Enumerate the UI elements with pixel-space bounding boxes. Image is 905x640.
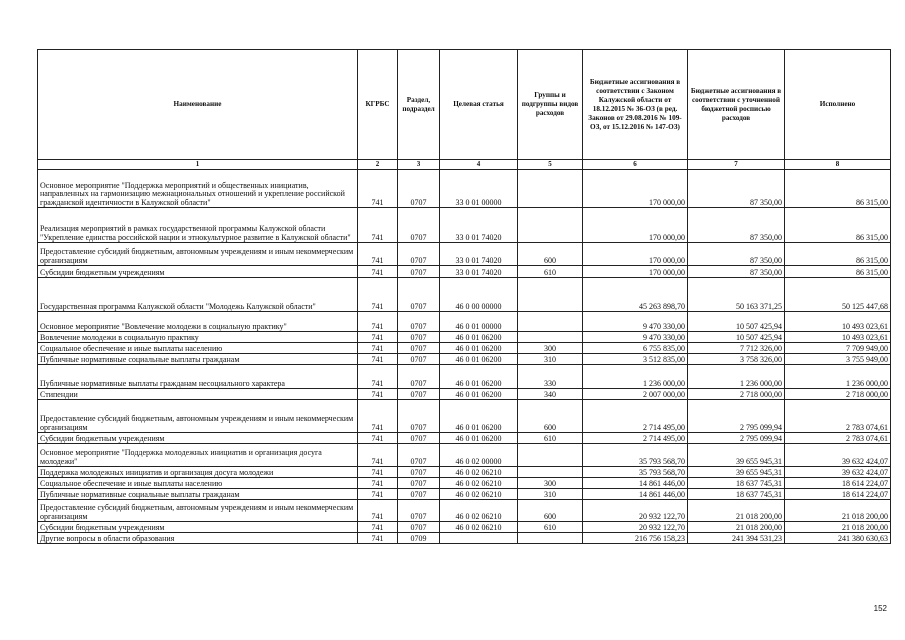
row-section: 0707	[398, 278, 440, 312]
row-name: Предоставление субсидий бюджетным, автономным учреждениям и иным некоммерческим организациям	[38, 243, 358, 266]
table-body	[38, 170, 891, 544]
row-name: Основное мероприятие "Вовлечение молодежи в социальную практику"	[38, 312, 358, 332]
row-kgrbs: 741	[358, 489, 398, 500]
row-group	[518, 533, 583, 544]
row-done-amount: 18 614 224,07	[785, 489, 891, 500]
row-target: 46 0 02 06210	[440, 478, 518, 489]
row-refined-amount: 50 163 371,25	[688, 278, 785, 312]
row-name: Субсидии бюджетным учреждениям	[38, 433, 358, 444]
table-row	[38, 243, 891, 266]
row-done-amount: 21 018 200,00	[785, 522, 891, 533]
row-target: 46 0 01 06200	[440, 332, 518, 343]
row-refined-amount: 10 507 425,94	[688, 312, 785, 332]
table-row	[38, 400, 891, 433]
row-name: Предоставление субсидий бюджетным, автономным учреждениям и иным некоммерческим организациям	[38, 400, 358, 433]
row-name: Основное мероприятие "Поддержка мероприятий и общественных инициатив, направленных на гармонизацию межнациональных отношений и укрепление российской гражданской идентичности в Калужской области"	[38, 170, 358, 208]
row-name: Вовлечение молодежи в социальную практику	[38, 332, 358, 343]
row-done-amount: 39 632 424,07	[785, 467, 891, 478]
row-name: Предоставление субсидий бюджетным, автономным учреждениям и иным некоммерческим организациям	[38, 500, 358, 522]
row-kgrbs: 741	[358, 312, 398, 332]
row-name: Публичные нормативные социальные выплаты гражданам	[38, 489, 358, 500]
row-section: 0707	[398, 312, 440, 332]
row-group	[518, 208, 583, 243]
row-done-amount: 3 755 949,00	[785, 354, 891, 365]
table-row	[38, 170, 891, 208]
row-section: 0707	[398, 332, 440, 343]
row-name: Стипендии	[38, 389, 358, 400]
row-section: 0707	[398, 365, 440, 389]
row-group: 600	[518, 400, 583, 433]
row-name: Публичные нормативные социальные выплаты гражданам	[38, 354, 358, 365]
row-refined-amount: 2 718 000,00	[688, 389, 785, 400]
row-group: 330	[518, 365, 583, 389]
row-name: Социальное обеспечение и иные выплаты населению	[38, 343, 358, 354]
row-done-amount: 86 315,00	[785, 170, 891, 208]
row-section: 0707	[398, 354, 440, 365]
row-target: 46 0 01 00000	[440, 312, 518, 332]
row-kgrbs: 741	[358, 365, 398, 389]
row-name: Социальное обеспечение и иные выплаты населению	[38, 478, 358, 489]
header-kgrbs: КГРБС	[358, 50, 398, 160]
row-refined-amount: 1 236 000,00	[688, 365, 785, 389]
row-law-amount: 216 756 158,23	[583, 533, 688, 544]
row-law-amount: 9 470 330,00	[583, 332, 688, 343]
row-group	[518, 444, 583, 467]
row-refined-amount: 87 350,00	[688, 266, 785, 278]
row-group: 310	[518, 489, 583, 500]
row-group: 300	[518, 343, 583, 354]
column-numbers-row	[38, 160, 891, 170]
row-done-amount: 86 315,00	[785, 266, 891, 278]
table-row	[38, 278, 891, 312]
table-row	[38, 500, 891, 522]
table-row	[38, 522, 891, 533]
row-kgrbs: 741	[358, 500, 398, 522]
header-law: Бюджетные ассигнования в соответствии с Законом Калужской области от 18.12.2015 № 36-ОЗ (в ред. Законов от 29.08.2016 № 109-ОЗ, от 15.12.2016 № 147-ОЗ)	[583, 50, 688, 160]
row-law-amount: 35 793 568,70	[583, 444, 688, 467]
row-law-amount: 14 861 446,00	[583, 489, 688, 500]
row-group: 300	[518, 478, 583, 489]
row-group: 340	[518, 389, 583, 400]
row-name: Публичные нормативные выплаты гражданам несоциального характера	[38, 365, 358, 389]
row-target: 46 0 02 06210	[440, 467, 518, 478]
table-row	[38, 489, 891, 500]
row-name: Другие вопросы в области образования	[38, 533, 358, 544]
row-section: 0709	[398, 533, 440, 544]
row-group	[518, 332, 583, 343]
row-target: 33 0 01 74020	[440, 243, 518, 266]
row-refined-amount: 241 394 531,23	[688, 533, 785, 544]
row-law-amount: 3 512 835,00	[583, 354, 688, 365]
column-number: 4	[440, 160, 518, 170]
table-row	[38, 444, 891, 467]
row-refined-amount: 18 637 745,31	[688, 478, 785, 489]
row-refined-amount: 21 018 200,00	[688, 522, 785, 533]
row-target: 46 0 01 06200	[440, 354, 518, 365]
row-name: Государственная программа Калужской области "Молодежь Калужской области"	[38, 278, 358, 312]
row-group: 610	[518, 433, 583, 444]
row-kgrbs: 741	[358, 243, 398, 266]
row-refined-amount: 87 350,00	[688, 208, 785, 243]
header-name: Наименование	[38, 50, 358, 160]
row-law-amount: 6 755 835,00	[583, 343, 688, 354]
row-section: 0707	[398, 522, 440, 533]
table-row	[38, 365, 891, 389]
row-refined-amount: 3 758 326,00	[688, 354, 785, 365]
row-group	[518, 278, 583, 312]
row-kgrbs: 741	[358, 467, 398, 478]
row-law-amount: 20 932 122,70	[583, 522, 688, 533]
row-law-amount: 2 007 000,00	[583, 389, 688, 400]
row-refined-amount: 87 350,00	[688, 243, 785, 266]
row-section: 0707	[398, 478, 440, 489]
row-name: Поддержка молодежных инициатив и организация досуга молодежи	[38, 467, 358, 478]
row-refined-amount: 87 350,00	[688, 170, 785, 208]
row-target: 33 0 01 74020	[440, 208, 518, 243]
row-target: 46 0 01 06200	[440, 343, 518, 354]
row-group	[518, 467, 583, 478]
row-section: 0707	[398, 433, 440, 444]
row-target: 46 0 01 06200	[440, 433, 518, 444]
column-number: 5	[518, 160, 583, 170]
table-row	[38, 266, 891, 278]
row-kgrbs: 741	[358, 533, 398, 544]
row-law-amount: 9 470 330,00	[583, 312, 688, 332]
row-law-amount: 1 236 000,00	[583, 365, 688, 389]
table-row	[38, 389, 891, 400]
table-row	[38, 433, 891, 444]
row-done-amount: 50 125 447,68	[785, 278, 891, 312]
row-law-amount: 170 000,00	[583, 208, 688, 243]
table-row	[38, 343, 891, 354]
row-target: 46 0 02 06210	[440, 522, 518, 533]
row-law-amount: 35 793 568,70	[583, 467, 688, 478]
column-number: 7	[688, 160, 785, 170]
row-kgrbs: 741	[358, 343, 398, 354]
header-section: Раздел, подраздел	[398, 50, 440, 160]
row-name: Основное мероприятие "Поддержка молодежных инициатив и организация досуга молодежи"	[38, 444, 358, 467]
row-done-amount: 18 614 224,07	[785, 478, 891, 489]
row-section: 0707	[398, 208, 440, 243]
row-law-amount: 2 714 495,00	[583, 400, 688, 433]
table-row	[38, 354, 891, 365]
header-groups: Группы и подгруппы видов расходов	[518, 50, 583, 160]
row-target	[440, 533, 518, 544]
row-kgrbs: 741	[358, 278, 398, 312]
row-section: 0707	[398, 170, 440, 208]
row-kgrbs: 741	[358, 444, 398, 467]
table-row	[38, 332, 891, 343]
row-law-amount: 170 000,00	[583, 243, 688, 266]
row-name: Субсидии бюджетным учреждениям	[38, 522, 358, 533]
row-law-amount: 14 861 446,00	[583, 478, 688, 489]
row-section: 0707	[398, 400, 440, 433]
column-number: 2	[358, 160, 398, 170]
row-refined-amount: 2 795 099,94	[688, 433, 785, 444]
row-kgrbs: 741	[358, 433, 398, 444]
row-target: 46 0 02 06210	[440, 500, 518, 522]
row-done-amount: 10 493 023,61	[785, 312, 891, 332]
row-group: 610	[518, 266, 583, 278]
row-kgrbs: 741	[358, 478, 398, 489]
table-row	[38, 312, 891, 332]
row-kgrbs: 741	[358, 170, 398, 208]
row-section: 0707	[398, 389, 440, 400]
row-section: 0707	[398, 467, 440, 478]
header-done: Исполнено	[785, 50, 891, 160]
row-target: 46 0 01 06200	[440, 400, 518, 433]
header-row	[38, 50, 891, 160]
row-section: 0707	[398, 500, 440, 522]
column-number: 6	[583, 160, 688, 170]
row-refined-amount: 7 712 326,00	[688, 343, 785, 354]
row-target: 46 0 02 00000	[440, 444, 518, 467]
row-group: 600	[518, 500, 583, 522]
column-number: 8	[785, 160, 891, 170]
row-kgrbs: 741	[358, 208, 398, 243]
row-law-amount: 170 000,00	[583, 266, 688, 278]
header-target: Целевая статья	[440, 50, 518, 160]
row-done-amount: 10 493 023,61	[785, 332, 891, 343]
row-done-amount: 2 718 000,00	[785, 389, 891, 400]
row-kgrbs: 741	[358, 266, 398, 278]
row-kgrbs: 741	[358, 354, 398, 365]
row-done-amount: 241 380 630,63	[785, 533, 891, 544]
row-section: 0707	[398, 343, 440, 354]
row-law-amount: 2 714 495,00	[583, 433, 688, 444]
table-row	[38, 533, 891, 544]
budget-table	[37, 49, 891, 544]
page-number: 152	[873, 604, 887, 613]
row-target: 33 0 01 74020	[440, 266, 518, 278]
row-target: 46 0 02 06210	[440, 489, 518, 500]
table-row	[38, 478, 891, 489]
row-group: 310	[518, 354, 583, 365]
header-refined: Бюджетные ассигнования в соответствии с уточненной бюджетной росписью расходов	[688, 50, 785, 160]
row-done-amount: 86 315,00	[785, 243, 891, 266]
row-done-amount: 7 709 949,00	[785, 343, 891, 354]
row-target: 46 0 01 06200	[440, 365, 518, 389]
row-section: 0707	[398, 444, 440, 467]
row-group: 610	[518, 522, 583, 533]
row-kgrbs: 741	[358, 332, 398, 343]
column-number: 3	[398, 160, 440, 170]
row-group	[518, 170, 583, 208]
row-done-amount: 39 632 424,07	[785, 444, 891, 467]
row-law-amount: 170 000,00	[583, 170, 688, 208]
row-group	[518, 312, 583, 332]
row-done-amount: 2 783 074,61	[785, 400, 891, 433]
row-done-amount: 21 018 200,00	[785, 500, 891, 522]
row-law-amount: 20 932 122,70	[583, 500, 688, 522]
row-kgrbs: 741	[358, 389, 398, 400]
column-number: 1	[38, 160, 358, 170]
row-refined-amount: 21 018 200,00	[688, 500, 785, 522]
row-law-amount: 45 263 898,70	[583, 278, 688, 312]
table-row	[38, 208, 891, 243]
row-done-amount: 1 236 000,00	[785, 365, 891, 389]
row-name: Реализация мероприятий в рамках государственной программы Калужской области "Укрепление единства российской нации и этнокультурное развитие в Калужской области"	[38, 208, 358, 243]
row-refined-amount: 18 637 745,31	[688, 489, 785, 500]
row-name: Субсидии бюджетным учреждениям	[38, 266, 358, 278]
row-target: 46 0 01 06200	[440, 389, 518, 400]
row-kgrbs: 741	[358, 400, 398, 433]
row-target: 46 0 00 00000	[440, 278, 518, 312]
row-done-amount: 86 315,00	[785, 208, 891, 243]
row-section: 0707	[398, 266, 440, 278]
table-row	[38, 467, 891, 478]
row-group: 600	[518, 243, 583, 266]
row-refined-amount: 39 655 945,31	[688, 467, 785, 478]
row-target: 33 0 01 00000	[440, 170, 518, 208]
row-refined-amount: 10 507 425,94	[688, 332, 785, 343]
row-section: 0707	[398, 489, 440, 500]
row-refined-amount: 2 795 099,94	[688, 400, 785, 433]
row-section: 0707	[398, 243, 440, 266]
row-done-amount: 2 783 074,61	[785, 433, 891, 444]
row-refined-amount: 39 655 945,31	[688, 444, 785, 467]
row-kgrbs: 741	[358, 522, 398, 533]
